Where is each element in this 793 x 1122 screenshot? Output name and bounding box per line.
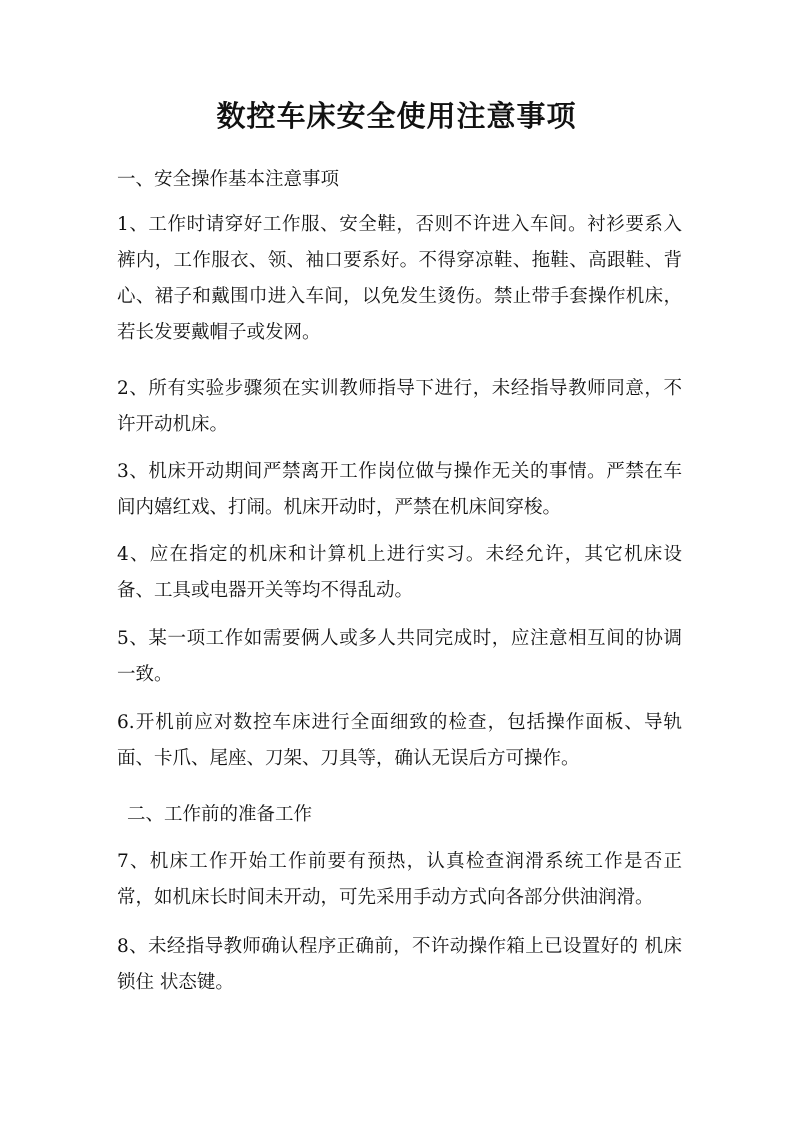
- paragraph-item-1: 1、工作时请穿好工作服、安全鞋，否则不许进入车间。衬衫要系入裤内，工作服衣、领、袖口要系好。不得穿凉鞋、拖鞋、高跟鞋、背心、裙子和戴围巾进入车间，以免发生烫伤。禁止带手套操作机床，若长发要戴帽子或发网。: [117, 214, 682, 343]
- section-heading-1: 一、安全操作基本注意事项: [117, 169, 340, 190]
- paragraph-item-5: 5、某一项工作如需要俩人或多人共同完成时，应注意相互间的协调一致。: [117, 628, 682, 685]
- paragraph-item-6: 6.开机前应对数控车床进行全面细致的检查，包括操作面板、导轨面、卡爪、尾座、刀架、刀具等，确认无误后方可操作。: [117, 712, 682, 769]
- paragraph-item-7: 7、机床工作开始工作前要有预热，认真检查润滑系统工作是否正常，如机床长时间未开动，可先采用手动方式向各部分供油润滑。: [117, 851, 682, 908]
- document-title: 数控车床安全使用注意事项: [216, 99, 577, 133]
- paragraph-item-4: 4、应在指定的机床和计算机上进行实习。未经允许，其它机床设备、工具或电器开关等均不得乱动。: [117, 544, 682, 601]
- paragraph-item-8: 8、未经指导教师确认程序正确前，不许动操作箱上已设置好的 机床锁住 状态键。: [117, 936, 682, 993]
- paragraph-item-2: 2、所有实验步骤须在实训教师指导下进行，未经指导教师同意，不许开动机床。: [117, 378, 682, 435]
- section-heading-2: 二、工作前的准备工作: [127, 804, 313, 825]
- paragraph-item-3: 3、机床开动期间严禁离开工作岗位做与操作无关的事情。严禁在车间内嬉红戏、打闹。机床开动时，严禁在机床间穿梭。: [117, 461, 682, 518]
